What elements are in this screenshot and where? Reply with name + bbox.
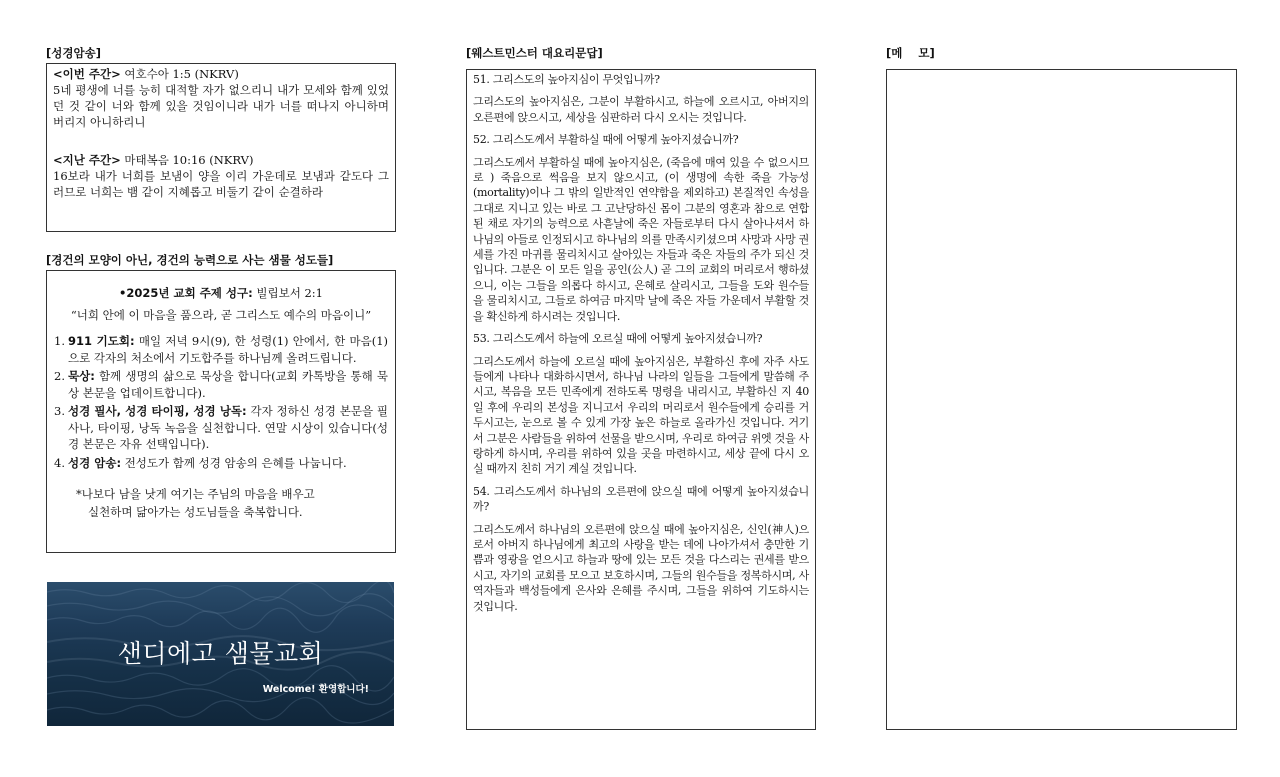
theme-item-head: 성경 필사, 성경 타이핑, 성경 낭독: [68,404,247,418]
last-week-header [53,152,389,168]
theme-item-content [68,403,388,453]
catechism-question: 52. 그리스도께서 부활하실 때에 어떻게 높아지셨습니까? [473,133,739,147]
theme-title-prefix: •2025년 교회 주제 성구: [119,286,253,300]
catechism-question: 54. 그리스도께서 하나님의 오른편에 앉으실 때에 어떻게 높아지셨습니까? [473,484,809,514]
catechism-question: 53. 그리스도께서 하늘에 오르실 때에 어떻게 높아지셨습니까? [473,332,763,346]
catechism-answer: 그리스도께서 하나님의 오른편에 앉으실 때에 높아지심은, 신인(神人)으로서 아버지 하나님에게 최고의 사랑을 받는 데에 나아가셔서 충만한 기쁨과 영광을 얻으시고 하늘과 땅에 있는 모든 것을 다스리는 권세를 받으시고, 자기의 교회를 모으고 보호하시며, 그들의 원수들을 정복하시며, 사역자들과 백성들에게 은사와 은혜를 주시며, 그들을 위하여 기도하시는 것입니다. [473,522,809,613]
theme-note [54,485,388,521]
last-week-text: 16보라 내가 너희를 보냄이 양을 이리 가운데로 보냄과 같도다 그러므로 너희는 뱀 같이 지혜롭고 비둘기 같이 순결하라 [53,169,389,199]
theme-item-content [68,368,388,401]
theme-list-item [54,455,388,472]
last-week-label: <지난 주간> [53,153,121,167]
scripture-section-title: [성경암송] [46,46,101,60]
this-week-reference: 여호수아 1:5 (NKRV) [124,67,239,81]
last-week-reference: 마태복음 10:16 (NKRV) [124,153,254,167]
catechism-question: 51. 그리스도의 높아지심이 무엇입니까? [473,73,660,86]
memo-box[interactable] [886,69,1237,730]
catechism-answer: 그리스도께서 부활하실 때에 높아지심은, (죽음에 매여 있을 수 없으시므로 ) 죽음으로 썩음을 보지 않으시고, (이 생명에 속한 죽을 가능성(mortality)이나 그 밖의 일반적인 연약함을 제외하고) 본질적인 속성을 그대로 지니고 있는 바로 그 고난당하신 몸이 그분의 영혼과 참으로 연합된 채로 자기의 능력으로 사흗날에 죽은 자들로부터 다시 살아나셔서 하나님의 아들로 인정되시고 하나님의 의를 만족시키셨으며 사망과 사망 권세를 가진 마귀를 물리치시고 살아있는 자들과 죽은 자들의 주가 되신 것입니다. 그분은 이 모든 일을 공인(公人) 곧 그의 교회의 머리로서 행하셨으니, 이는 그들을 의롭다 하시고, 은혜로 살리시고, 그들을 도와 원수들을 물리치시고, 그들로 하여금 마지막 날에 죽은 자들 가운데서 부활할 것을 확신하게 하시려는 것입니다. [473,155,809,323]
theme-section-title: [경건의 모양이 아닌, 경건의 능력으로 사는 샘물 성도들] [46,253,334,267]
catechism-answer: 그리스도의 높아지심은, 그분이 부활하시고, 하늘에 오르시고, 아버지의 오른편에 앉으시고, 세상을 심판하러 다시 오시는 것입니다. [473,95,809,124]
theme-item-text: 전성도가 함께 성경 암송의 은혜를 나눕니다. [124,455,347,470]
theme-item-head: 성경 암송: [68,455,122,470]
theme-item-number: 1. [54,334,65,348]
catechism-section-title: [웨스트민스터 대요리문답] [466,46,603,60]
this-week-label: <이번 주간> [53,67,121,81]
banner-welcome: Welcome! 환영합니다! [262,684,369,695]
this-week-header [53,66,389,82]
theme-item-text: 함께 생명의 삶으로 묵상을 합니다(교회 카톡방을 통해 묵상 본문을 업데이트합니다). [68,369,388,400]
theme-list-item [54,333,388,366]
theme-item-number: 3. [54,404,65,418]
memo-section-title: [메 모] [886,46,935,60]
catechism-qa-list [473,72,809,614]
theme-list-item [54,368,388,401]
theme-item-number: 2. [54,369,65,383]
theme-item-content [68,333,388,366]
this-week-text: 5네 평생에 너를 능히 대적할 자가 없으리니 내가 모세와 함께 있었던 것 같이 너와 함께 있을 것임이니라 내가 너를 떠나지 아니하며 버리지 아니하리니 [53,83,389,129]
theme-verse: “너희 안에 이 마음을 품으라, 곧 그리스도 예수의 마음이니” [70,307,372,322]
banner-title: 샌디에고 샘물교회 [117,639,324,668]
church-banner-image [47,582,394,726]
theme-note-line1: *나보다 남을 낫게 여기는 주님의 마음을 배우고 [76,487,315,501]
catechism-answer: 그리스도께서 하늘에 오르실 때에 높아지심은, 부활하신 후에 자주 사도들에게 나타나 대화하시면서, 하나님 나라의 일들을 그들에게 말씀해 주시고, 복음을 모든 민족에게 전하도록 명령을 내리시고, 부활하신 지 40일 후에 우리의 본성을 지니고서 우리의 머리로서 원수들에게 승리를 거두시고는, 눈으로 볼 수 있게 가장 높은 하늘로 올라가신 것입니다. 거기서 그분은 사람들을 위하여 선물을 받으시며, 우리로 하여금 위엣 것을 사랑하게 하시며, 우리를 위하여 있을 곳을 마련하시고, 세상 끝에 다시 오실 때까지 친히 거기 계실 것입니다. [473,354,809,476]
scripture-box [46,63,396,232]
theme-note-line2: 실천하며 닮아가는 성도님들을 축복합니다. [88,505,303,519]
theme-box [46,270,396,553]
theme-item-head: 묵상: [68,369,95,383]
theme-item-text: 매일 저녁 9시(9), 한 성령(1) 안에서, 한 마음(1)으로 각자의 처소에서 기도합주를 하나님께 올려드립니다. [68,334,388,365]
theme-item-number: 4. [54,455,65,470]
catechism-box [466,69,816,730]
theme-item-content [68,455,347,472]
theme-item-head: 911 기도회: [68,334,135,348]
theme-list [54,333,388,471]
theme-item-text: 각자 정하신 성경 본문을 필사나, 타이핑, 낭독 녹음을 실천합니다. 연말 시상이 있습니다(성경 본문은 자유 선택입니다). [68,404,388,451]
theme-title-ref: 빌립보서 2:1 [256,286,323,300]
theme-verse-title [54,285,388,302]
theme-list-item [54,403,388,453]
